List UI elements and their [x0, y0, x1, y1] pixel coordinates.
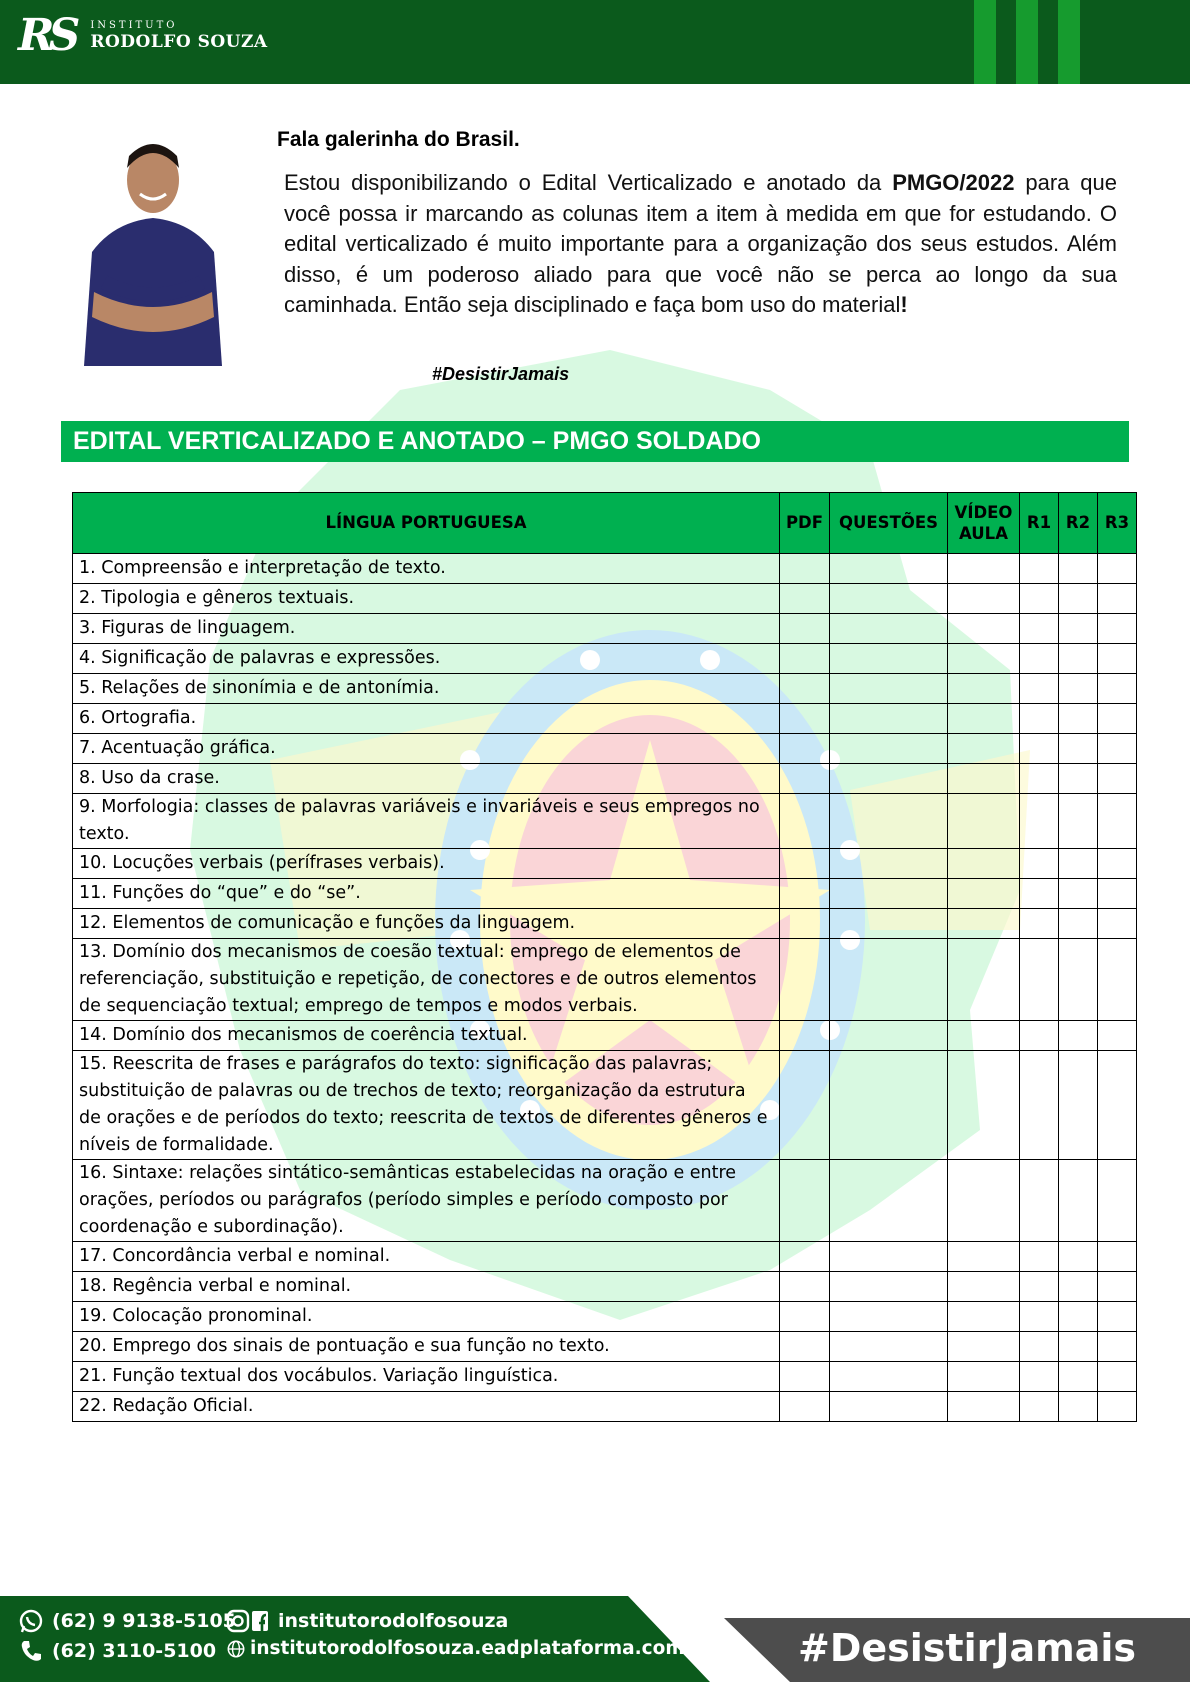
- whatsapp-icon: [18, 1608, 44, 1634]
- checkbox-cell-questoes[interactable]: [830, 1160, 948, 1242]
- checkbox-cell-questoes[interactable]: [830, 794, 948, 849]
- greeting-heading: Fala galerinha do Brasil.: [277, 128, 520, 151]
- checkbox-cell-r1[interactable]: [1020, 909, 1059, 939]
- checkbox-cell-video[interactable]: [948, 734, 1020, 764]
- topic-cell: 2. Tipologia e gêneros textuais.: [73, 584, 780, 614]
- topic-cell: 1. Compreensão e interpretação de texto.: [73, 554, 780, 584]
- checkbox-cell-video[interactable]: [948, 1332, 1020, 1362]
- intro-paragraph: [284, 168, 1117, 321]
- checkbox-cell-pdf[interactable]: [780, 584, 830, 614]
- checkbox-cell-r2[interactable]: [1059, 1242, 1098, 1272]
- table-row: [73, 1362, 1137, 1392]
- checkbox-cell-pdf[interactable]: [780, 764, 830, 794]
- checkbox-cell-video[interactable]: [948, 554, 1020, 584]
- table-body: [73, 554, 1137, 1422]
- table-row: [73, 554, 1137, 584]
- topic-cell: 11. Funções do “que” e do “se”.: [73, 879, 780, 909]
- checkbox-cell-r1[interactable]: [1020, 879, 1059, 909]
- checkbox-cell-video[interactable]: [948, 909, 1020, 939]
- checkbox-cell-video[interactable]: [948, 584, 1020, 614]
- checkbox-cell-r1[interactable]: [1020, 794, 1059, 849]
- checkbox-cell-video[interactable]: [948, 614, 1020, 644]
- checkbox-cell-video[interactable]: [948, 1051, 1020, 1160]
- checkbox-cell-r2[interactable]: [1059, 764, 1098, 794]
- checkbox-cell-r2[interactable]: [1059, 614, 1098, 644]
- checkbox-cell-questoes[interactable]: [830, 1242, 948, 1272]
- checkbox-cell-pdf[interactable]: [780, 1332, 830, 1362]
- contact-whatsapp: [18, 1608, 236, 1634]
- header-stripes: [954, 0, 1080, 84]
- checkbox-cell-r1[interactable]: [1020, 704, 1059, 734]
- checkbox-cell-video[interactable]: [948, 1272, 1020, 1302]
- table-row: [73, 1051, 1137, 1160]
- checkbox-cell-r1[interactable]: [1020, 1392, 1059, 1422]
- checkbox-cell-questoes[interactable]: [830, 704, 948, 734]
- checkbox-cell-video[interactable]: [948, 1302, 1020, 1332]
- checkbox-cell-questoes[interactable]: [830, 1362, 948, 1392]
- topic-cell: 17. Concordância verbal e nominal.: [73, 1242, 780, 1272]
- checkbox-cell-r2[interactable]: [1059, 674, 1098, 704]
- checkbox-cell-r1[interactable]: [1020, 1362, 1059, 1392]
- intro-text-bold: PMGO/2022: [892, 170, 1015, 195]
- topic-cell: 6. Ortografia.: [73, 704, 780, 734]
- header-r1: R1: [1020, 493, 1059, 554]
- checkbox-cell-r1[interactable]: [1020, 584, 1059, 614]
- checkbox-cell-video[interactable]: [948, 1392, 1020, 1422]
- table-row: [73, 849, 1137, 879]
- checkbox-cell-r1[interactable]: [1020, 614, 1059, 644]
- checkbox-cell-pdf[interactable]: [780, 1362, 830, 1392]
- intro-text-end: !: [900, 292, 908, 317]
- checkbox-cell-r1[interactable]: [1020, 644, 1059, 674]
- checkbox-cell-pdf[interactable]: [780, 879, 830, 909]
- checkbox-cell-r1[interactable]: [1020, 1160, 1059, 1242]
- checkbox-cell-r3[interactable]: [1098, 584, 1137, 614]
- checkbox-cell-r3[interactable]: [1098, 554, 1137, 584]
- checkbox-cell-pdf[interactable]: [780, 1021, 830, 1051]
- header-questoes: QUESTÕES: [830, 493, 948, 554]
- topic-cell: 12. Elementos de comunicação e funções da linguagem.: [73, 909, 780, 939]
- intro-text-before: Estou disponibilizando o Edital Verticalizado e anotado da: [284, 170, 893, 195]
- checkbox-cell-r3[interactable]: [1098, 764, 1137, 794]
- checkbox-cell-r3[interactable]: [1098, 1362, 1137, 1392]
- checkbox-cell-r3[interactable]: [1098, 704, 1137, 734]
- checkbox-cell-r2[interactable]: [1059, 1160, 1098, 1242]
- checkbox-cell-pdf[interactable]: [780, 849, 830, 879]
- checkbox-cell-r1[interactable]: [1020, 1051, 1059, 1160]
- topic-cell: 5. Relações de sinonímia e de antonímia.: [73, 674, 780, 704]
- checkbox-cell-r3[interactable]: [1098, 939, 1137, 1021]
- checkbox-cell-r1[interactable]: [1020, 1332, 1059, 1362]
- checkbox-cell-r3[interactable]: [1098, 674, 1137, 704]
- checkbox-cell-video[interactable]: [948, 1021, 1020, 1051]
- checkbox-cell-pdf[interactable]: [780, 734, 830, 764]
- table-row: [73, 1392, 1137, 1422]
- checkbox-cell-questoes[interactable]: [830, 734, 948, 764]
- checkbox-cell-r3[interactable]: [1098, 1160, 1137, 1242]
- section-title-banner: EDITAL VERTICALIZADO E ANOTADO – PMGO SOLDADO: [61, 421, 1129, 462]
- checkbox-cell-r3[interactable]: [1098, 879, 1137, 909]
- checkbox-cell-r2[interactable]: [1059, 1051, 1098, 1160]
- topic-cell: 9. Morfologia: classes de palavras variáveis e invariáveis e seus empregos no texto.: [73, 794, 780, 849]
- checkbox-cell-r3[interactable]: [1098, 1332, 1137, 1362]
- checkbox-cell-pdf[interactable]: [780, 1242, 830, 1272]
- checkbox-cell-video[interactable]: [948, 849, 1020, 879]
- checkbox-cell-questoes[interactable]: [830, 1051, 948, 1160]
- contact-phone: [18, 1638, 216, 1664]
- table-row: [73, 909, 1137, 939]
- checkbox-cell-r2[interactable]: [1059, 554, 1098, 584]
- topic-cell: 22. Redação Oficial.: [73, 1392, 780, 1422]
- checkbox-cell-video[interactable]: [948, 1242, 1020, 1272]
- topic-cell: 19. Colocação pronominal.: [73, 1302, 780, 1332]
- table-row: [73, 794, 1137, 849]
- table-row: [73, 879, 1137, 909]
- checkbox-cell-r3[interactable]: [1098, 1272, 1137, 1302]
- topic-cell: 13. Domínio dos mecanismos de coesão textual: emprego de elementos de referenciação, substituição e repetição, de conectores e de outros elementos de sequenciação textual; emprego de tempos e modos verbais.: [73, 939, 780, 1021]
- topic-cell: 7. Acentuação gráfica.: [73, 734, 780, 764]
- author-photo: [74, 132, 232, 366]
- topic-cell: 3. Figuras de linguagem.: [73, 614, 780, 644]
- checkbox-cell-pdf[interactable]: [780, 1272, 830, 1302]
- instagram-facebook-icon: [226, 1608, 270, 1634]
- checkbox-cell-pdf[interactable]: [780, 794, 830, 849]
- table-row: [73, 614, 1137, 644]
- checkbox-cell-r2[interactable]: [1059, 1021, 1098, 1051]
- table-header-row: [73, 493, 1137, 554]
- checkbox-cell-video[interactable]: [948, 644, 1020, 674]
- checkbox-cell-questoes[interactable]: [830, 554, 948, 584]
- checkbox-cell-r1[interactable]: [1020, 939, 1059, 1021]
- topic-cell: 10. Locuções verbais (perífrases verbais).: [73, 849, 780, 879]
- checkbox-cell-video[interactable]: [948, 879, 1020, 909]
- checkbox-cell-video[interactable]: [948, 939, 1020, 1021]
- checkbox-cell-r2[interactable]: [1059, 1392, 1098, 1422]
- checkbox-cell-questoes[interactable]: [830, 644, 948, 674]
- checkbox-cell-r3[interactable]: [1098, 734, 1137, 764]
- checkbox-cell-r2[interactable]: [1059, 704, 1098, 734]
- checkbox-cell-r2[interactable]: [1059, 1332, 1098, 1362]
- checkbox-cell-pdf[interactable]: [780, 554, 830, 584]
- checkbox-cell-r2[interactable]: [1059, 879, 1098, 909]
- checkbox-cell-video[interactable]: [948, 674, 1020, 704]
- topic-cell: 14. Domínio dos mecanismos de coerência textual.: [73, 1021, 780, 1051]
- checkbox-cell-pdf[interactable]: [780, 704, 830, 734]
- header-bar: [0, 0, 1190, 84]
- edital-table: [72, 492, 1137, 1422]
- checkbox-cell-questoes[interactable]: [830, 1272, 948, 1302]
- logo-mark: RS: [18, 10, 75, 61]
- checkbox-cell-r3[interactable]: [1098, 849, 1137, 879]
- header-video-line2: AULA: [959, 524, 1008, 543]
- checkbox-cell-questoes[interactable]: [830, 614, 948, 644]
- checkbox-cell-r2[interactable]: [1059, 1362, 1098, 1392]
- checkbox-cell-r2[interactable]: [1059, 909, 1098, 939]
- brand-logo: [18, 10, 268, 61]
- header-pdf: PDF: [780, 493, 830, 554]
- header-r3: R3: [1098, 493, 1137, 554]
- footer-hashtag: #DesistirJamais: [797, 1626, 1136, 1670]
- checkbox-cell-video[interactable]: [948, 794, 1020, 849]
- header-r2: R2: [1059, 493, 1098, 554]
- checkbox-cell-r3[interactable]: [1098, 909, 1137, 939]
- checkbox-cell-pdf[interactable]: [780, 939, 830, 1021]
- topic-cell: 4. Significação de palavras e expressões.: [73, 644, 780, 674]
- contact-social[interactable]: [226, 1608, 508, 1634]
- header-video-line1: VÍDEO: [954, 502, 1013, 522]
- table-row: [73, 1302, 1137, 1332]
- checkbox-cell-video[interactable]: [948, 1160, 1020, 1242]
- checkbox-cell-r2[interactable]: [1059, 1302, 1098, 1332]
- checkbox-cell-questoes[interactable]: [830, 584, 948, 614]
- checkbox-cell-r1[interactable]: [1020, 554, 1059, 584]
- checkbox-cell-r3[interactable]: [1098, 794, 1137, 849]
- checkbox-cell-pdf[interactable]: [780, 909, 830, 939]
- checkbox-cell-r2[interactable]: [1059, 644, 1098, 674]
- checkbox-cell-r2[interactable]: [1059, 939, 1098, 1021]
- checkbox-cell-r2[interactable]: [1059, 849, 1098, 879]
- checkbox-cell-r1[interactable]: [1020, 764, 1059, 794]
- checkbox-cell-questoes[interactable]: [830, 764, 948, 794]
- checkbox-cell-r1[interactable]: [1020, 1242, 1059, 1272]
- checkbox-cell-questoes[interactable]: [830, 879, 948, 909]
- checkbox-cell-r2[interactable]: [1059, 1272, 1098, 1302]
- checkbox-cell-video[interactable]: [948, 1362, 1020, 1392]
- website-url: institutorodolfosouza.eadplataforma.com: [250, 1638, 685, 1659]
- checkbox-cell-r3[interactable]: [1098, 1021, 1137, 1051]
- checkbox-cell-r2[interactable]: [1059, 584, 1098, 614]
- checkbox-cell-r1[interactable]: [1020, 674, 1059, 704]
- social-handle: institutorodolfosouza: [278, 1610, 509, 1632]
- checkbox-cell-r2[interactable]: [1059, 734, 1098, 764]
- checkbox-cell-r3[interactable]: [1098, 644, 1137, 674]
- checkbox-cell-r1[interactable]: [1020, 849, 1059, 879]
- checkbox-cell-pdf[interactable]: [780, 644, 830, 674]
- topic-cell: 18. Regência verbal e nominal.: [73, 1272, 780, 1302]
- brand-line2: RODOLFO SOUZA: [90, 32, 268, 52]
- checkbox-cell-r1[interactable]: [1020, 1272, 1059, 1302]
- checkbox-cell-questoes[interactable]: [830, 1332, 948, 1362]
- checkbox-cell-r3[interactable]: [1098, 1242, 1137, 1272]
- checkbox-cell-questoes[interactable]: [830, 1021, 948, 1051]
- checkbox-cell-pdf[interactable]: [780, 1392, 830, 1422]
- table-row: [73, 1332, 1137, 1362]
- phone-number: (62) 3110-5100: [52, 1640, 217, 1662]
- checkbox-cell-r1[interactable]: [1020, 1302, 1059, 1332]
- table-row: [73, 1021, 1137, 1051]
- table-row: [73, 1242, 1137, 1272]
- checkbox-cell-questoes[interactable]: [830, 849, 948, 879]
- phone-icon: [18, 1638, 44, 1664]
- checkbox-cell-questoes[interactable]: [830, 1392, 948, 1422]
- table-row: [73, 764, 1137, 794]
- globe-icon: [226, 1639, 246, 1659]
- checkbox-cell-questoes[interactable]: [830, 1302, 948, 1332]
- table-row: [73, 644, 1137, 674]
- table-row: [73, 674, 1137, 704]
- table-row: [73, 734, 1137, 764]
- footer: [0, 1596, 1190, 1682]
- header-subject: LÍNGUA PORTUGUESA: [73, 493, 780, 554]
- intro-hashtag: #DesistirJamais: [432, 364, 570, 384]
- contact-website[interactable]: [226, 1638, 685, 1659]
- brand-line1: INSTITUTO: [90, 20, 178, 31]
- checkbox-cell-r3[interactable]: [1098, 1302, 1137, 1332]
- topic-cell: 15. Reescrita de frases e parágrafos do texto: significação das palavras; substituição de palavras ou de trechos de texto; reorganização da estrutura de orações e de períodos do texto; reescrita de textos de diferentes gêneros e níveis de formalidade.: [73, 1051, 780, 1160]
- checkbox-cell-video[interactable]: [948, 764, 1020, 794]
- checkbox-cell-r3[interactable]: [1098, 1392, 1137, 1422]
- checkbox-cell-pdf[interactable]: [780, 1160, 830, 1242]
- whatsapp-number: (62) 9 9138-5105: [52, 1610, 236, 1632]
- checkbox-cell-pdf[interactable]: [780, 674, 830, 704]
- checkbox-cell-pdf[interactable]: [780, 1302, 830, 1332]
- checkbox-cell-r1[interactable]: [1020, 1021, 1059, 1051]
- topic-cell: 20. Emprego dos sinais de pontuação e sua função no texto.: [73, 1332, 780, 1362]
- topic-cell: 16. Sintaxe: relações sintático-semânticas estabelecidas na oração e entre orações, períodos ou parágrafos (período simples e período composto por coordenação e subordinação).: [73, 1160, 780, 1242]
- table-row: [73, 704, 1137, 734]
- topic-cell: 8. Uso da crase.: [73, 764, 780, 794]
- checkbox-cell-r3[interactable]: [1098, 1051, 1137, 1160]
- checkbox-cell-r2[interactable]: [1059, 794, 1098, 849]
- checkbox-cell-r1[interactable]: [1020, 734, 1059, 764]
- checkbox-cell-questoes[interactable]: [830, 909, 948, 939]
- checkbox-cell-video[interactable]: [948, 704, 1020, 734]
- checkbox-cell-pdf[interactable]: [780, 614, 830, 644]
- table-row: [73, 584, 1137, 614]
- table-row: [73, 1160, 1137, 1242]
- checkbox-cell-questoes[interactable]: [830, 939, 948, 1021]
- intro-text-after: para que você possa ir marcando as colunas item a item à medida em que for estudando. O edital verticalizado é muito importante para a organização dos seus estudos. Além disso, é um poderoso aliado para que você não se perca ao longo da sua caminhada. Então seja disciplinado e faça bom uso do material: [284, 170, 1117, 317]
- topic-cell: 21. Função textual dos vocábulos. Variação linguística.: [73, 1362, 780, 1392]
- table-row: [73, 1272, 1137, 1302]
- checkbox-cell-pdf[interactable]: [780, 1051, 830, 1160]
- header-video-aula: [948, 493, 1020, 554]
- table-row: [73, 939, 1137, 1021]
- checkbox-cell-r3[interactable]: [1098, 614, 1137, 644]
- checkbox-cell-questoes[interactable]: [830, 674, 948, 704]
